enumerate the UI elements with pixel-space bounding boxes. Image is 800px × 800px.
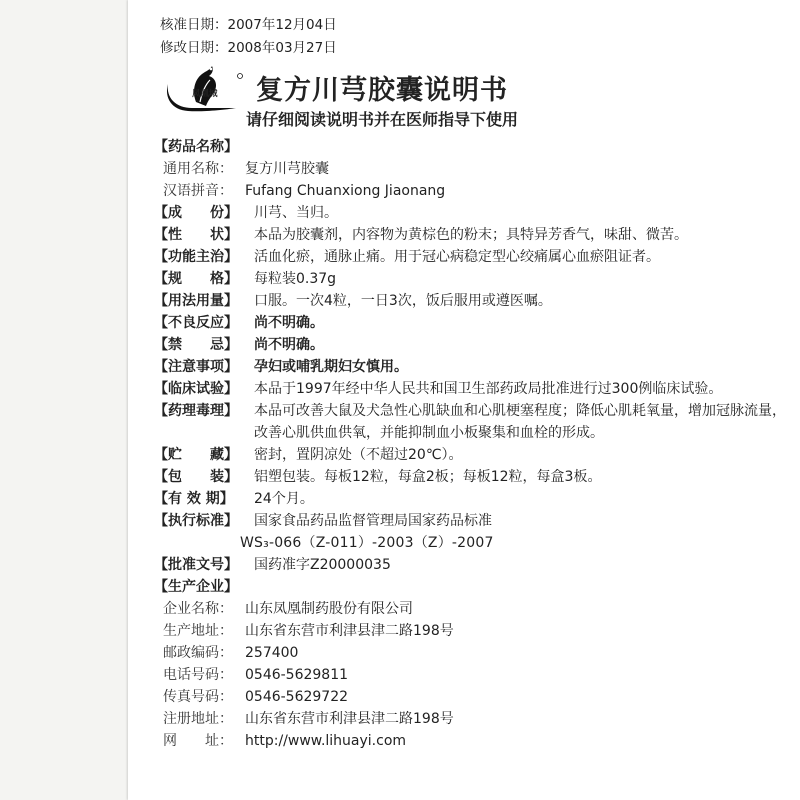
section-text: 尚不明确。 [254,315,324,331]
common-name-label: 通用名称： [163,161,233,177]
section-text: 尚不明确。 [254,337,324,353]
leaflet-content [154,136,790,752]
common-name-value: 复方川芎胶囊 [245,161,329,177]
manufacturer-item-value: 257400 [245,645,299,661]
manufacturer-item-label: 邮政编码： [163,645,233,661]
document-subtitle: 请仔细阅读说明书并在医师指导下使用 [246,110,519,129]
section-label: 【注意事项】 [154,359,238,375]
pinyin-label: 汉语拼音： [163,183,233,199]
section-precautions [154,356,790,378]
revision-date: 2008年03月27日 [227,40,337,56]
section-pharmacology [154,400,790,444]
manufacturer-item [154,664,790,686]
logo-text: 凤凰城 [192,89,218,99]
section-package [154,466,790,488]
section-specification [154,268,790,290]
manufacturer-item [154,686,790,708]
section-label: 【功能主治】 [154,249,238,265]
drug-name-label: 【药品名称】 [154,139,238,155]
section-storage [154,444,790,466]
manufacturer-item [154,708,790,730]
manufacturer-item [154,620,790,642]
approval-number-row [154,554,790,576]
manufacturer-item-label: 传真号码： [163,689,233,705]
revision-date-line [160,37,337,60]
approval-number-label: 【批准文号】 [154,557,238,573]
section-text: 本品于1997年经中华人民共和国卫生部药政局批准进行过300例临床试验。 [254,381,723,397]
date-block [160,14,337,60]
section-text: 活血化瘀，通脉止痛。用于冠心病稳定型心绞痛属心血瘀阻证者。 [254,249,660,265]
section-text: 本品可改善大鼠及犬急性心肌缺血和心肌梗塞程度；降低心肌耗氧量，增加冠脉流量，改善心肌供血供氧，并能抑制血小板聚集和血栓的形成。 [254,403,786,441]
manufacturer-item-label: 电话号码： [163,667,233,683]
section-text: 川芎、当归。 [254,205,338,221]
section-text: 铝塑包装。每板12粒，每盒2板；每板12粒，每盒3板。 [254,469,602,485]
section-label: 【临床试验】 [154,381,238,397]
standard-row [154,510,790,532]
section-label: 【性 状】 [154,227,238,243]
section-description [154,224,790,246]
section-label: 【有 效 期】 [154,491,234,507]
pinyin-value: Fufang Chuanxiong Jiaonang [245,183,446,199]
section-text: 每粒装0.37g [254,271,337,287]
section-text: 口服。一次4粒，一日3次，饭后服用或遵医嘱。 [254,293,552,309]
section-label: 【成 份】 [154,205,238,221]
section-label: 【贮 藏】 [154,447,238,463]
section-clinical-trial [154,378,790,400]
standard-text: 国家食品药品监督管理局国家药品标准 [254,513,492,529]
section-label: 【包 装】 [154,469,238,485]
approval-date-label: 核准日期： [160,17,228,33]
common-name-row [154,158,790,180]
manufacturer-item [154,730,790,752]
approval-number-value: 国药准字Z20000035 [254,557,391,573]
section-text: 孕妇或哺乳期妇女慎用。 [254,359,408,375]
section-indications [154,246,790,268]
manufacturer-item-label: 注册地址： [163,711,233,727]
manufacturer-item-value: 0546-5629811 [245,667,349,683]
section-label: 【用法用量】 [154,293,238,309]
manufacturer-label: 【生产企业】 [154,579,238,595]
pinyin-row [154,180,790,202]
manufacturer-item-value: 山东省东营市利津县津二路198号 [245,623,454,639]
manufacturer-item-value: 山东凤凰制药股份有限公司 [245,601,413,617]
manufacturer-heading-row [154,576,790,598]
manufacturer-item-label: 生产地址： [163,623,233,639]
standard-code: WS₃-066（Z-011）-2003（Z）-2007 [240,535,494,551]
section-text: 24个月。 [254,491,314,507]
drug-name-heading-row [154,136,790,158]
website-value: http://www.lihuayi.com [245,733,407,749]
revision-date-label: 修改日期： [160,40,228,56]
manufacturer-item-label: 企业名称： [163,601,233,617]
document-title: 复方川芎胶囊说明书 [256,75,508,106]
manufacturer-item-value: 山东省东营市利津县津二路198号 [245,711,454,727]
standard-code-row [154,532,790,554]
section-contraindications [154,334,790,356]
section-text: 密封，置阴凉处（不超过20℃）。 [254,447,463,463]
standard-label: 【执行标准】 [154,513,238,529]
section-label: 【不良反应】 [154,315,238,331]
section-validity [154,488,790,510]
approval-date-line [160,14,337,37]
section-text: 本品为胶囊剂，内容物为黄棕色的粉末；具特异芳香气，味甜、微苦。 [254,227,688,243]
section-adverse-reactions [154,312,790,334]
section-dosage [154,290,790,312]
manufacturer-item [154,598,790,620]
manufacturer-item [154,642,790,664]
manufacturer-item-value: 0546-5629722 [245,689,349,705]
manufacturer-item-label: 网 址： [163,733,233,749]
leaflet-page [128,0,800,800]
section-label: 【禁 忌】 [154,337,238,353]
section-label: 【规 格】 [154,271,238,287]
approval-date: 2007年12月04日 [227,17,337,33]
section-ingredients [154,202,790,224]
section-label: 【药理毒理】 [154,403,238,419]
